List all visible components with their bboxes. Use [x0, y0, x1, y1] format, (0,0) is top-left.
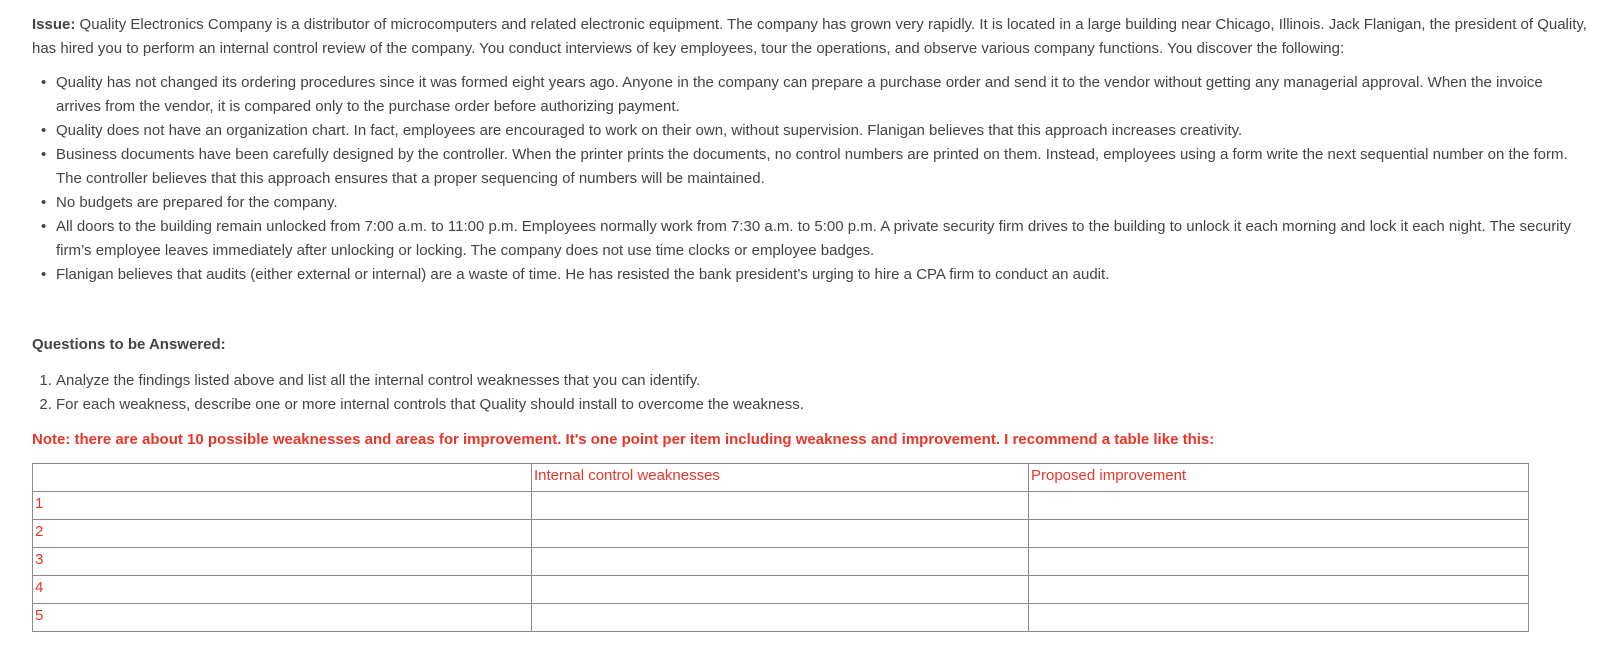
table-cell — [1029, 548, 1529, 576]
finding-item: • Flanigan believes that audits (either external or internal) are a waste of time. He has resisted the bank president’s urging to hire a CPA firm to conduct an audit. — [56, 263, 1591, 287]
table-cell — [1029, 576, 1529, 604]
question-item: 2. For each weakness, describe one or more internal controls that Quality should install to overcome the weakness. — [56, 393, 1591, 417]
table-cell — [532, 604, 1029, 632]
table-cell — [1029, 604, 1529, 632]
table-cell — [532, 492, 1029, 520]
instructor-note: Note: there are about 10 possible weaknesses and areas for improvement. It's one point per item including weakness and improvement. I recommend a table like this: — [32, 431, 1215, 448]
table-cell — [532, 548, 1029, 576]
table-row-number: 2 — [33, 520, 532, 548]
table-row — [33, 520, 1529, 548]
table-row-number: 3 — [33, 548, 532, 576]
finding-item: • Quality does not have an organization chart. In fact, employees are encouraged to work on their own, without supervision. Flanigan believes that this approach increases creativity. — [56, 119, 1591, 143]
table-header-row — [33, 464, 1529, 492]
table-row — [33, 548, 1529, 576]
table-cell — [532, 576, 1029, 604]
question-item: 1. Analyze the findings listed above and list all the internal control weaknesses that you can identify. — [56, 369, 1591, 393]
table-row-number: 1 — [33, 492, 532, 520]
table-row — [33, 576, 1529, 604]
findings-list — [32, 71, 1591, 287]
finding-item: • Quality has not changed its ordering procedures since it was formed eight years ago. Anyone in the company can prepare a purchase order and send it to the vendor without getting any managerial approval. When the invoice arrives from the vendor, it is compared only to the purchase order before authorizing payment. — [56, 71, 1591, 119]
finding-item: • All doors to the building remain unlocked from 7:00 a.m. to 11:00 p.m. Employees normally work from 7:30 a.m. to 5:00 p.m. A private security firm drives to the building to unlock it each morning and lock it each night. The security firm’s employee leaves immediately after unlocking or locking. The company does not use time clocks or employee badges. — [56, 215, 1591, 263]
finding-item: • No budgets are prepared for the company. — [56, 191, 1591, 215]
table-row-number: 4 — [33, 576, 532, 604]
table-row-number: 5 — [33, 604, 532, 632]
finding-item: • Business documents have been carefully designed by the controller. When the printer prints the documents, no control numbers are printed on them. Instead, employees using a form write the next sequential number on the form. The controller believes that this approach ensures that a proper sequencing of numbers will be maintained. — [56, 143, 1591, 191]
table-header-cell: Internal control weaknesses — [532, 464, 1029, 492]
table-cell — [532, 520, 1029, 548]
table-header-cell — [33, 464, 532, 492]
questions-heading: Questions to be Answered: — [32, 336, 226, 353]
table-row — [33, 492, 1529, 520]
table-header-cell: Proposed improvement — [1029, 464, 1529, 492]
table-cell — [1029, 492, 1529, 520]
table-row — [33, 604, 1529, 632]
issue-text: Quality Electronics Company is a distributor of microcomputers and related electronic equipment. The company has grown very rapidly. It is located in a large building near Chicago, Illinois. Jack Flanigan, the president of Quality, has hired you to perform an internal control review of the company. You conduct interviews of key employees, tour the operations, and observe various company functions. You discover the following: — [32, 16, 1587, 57]
issue-paragraph — [32, 13, 1591, 61]
questions-list — [32, 369, 1591, 417]
table-cell — [1029, 520, 1529, 548]
answer-table — [32, 463, 1529, 632]
issue-label: Issue: — [32, 16, 76, 33]
